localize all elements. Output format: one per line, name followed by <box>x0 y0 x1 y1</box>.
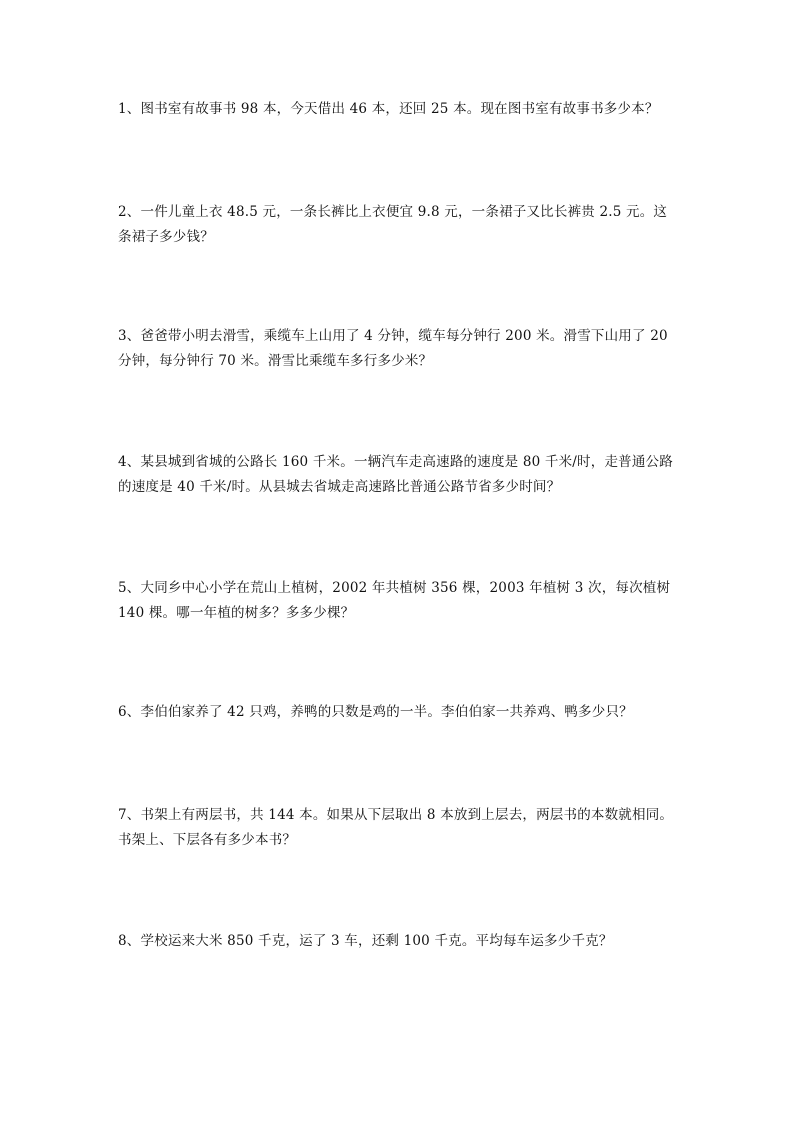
problem-2: 2、一件儿童上衣 48.5 元，一条长裤比上衣便宜 9.8 元，一条裙子又比长裤贵 2.5 元。这条裙子多少钱？ <box>118 204 668 245</box>
problem-3: 3、爸爸带小明去滑雪，乘缆车上山用了 4 分钟，缆车每分钟行 200 米。滑雪下山用了 20 分钟，每分钟行 70 米。滑雪比乘缆车多行多少米？ <box>118 328 668 369</box>
problem-7: 7、书架上有两层书，共 144 本。如果从下层取出 8 本放到上层去，两层书的本数就相同。书架上、下层各有多少本书？ <box>118 807 674 848</box>
problem-1: 1、图书室有故事书 98 本，今天借出 46 本，还回 25 本。现在图书室有故事书多少本？ <box>118 101 659 117</box>
problem-4: 4、某县城到省城的公路长 160 千米。一辆汽车走高速路的速度是 80 千米/时，走普通公路的速度是 40 千米/时。从县城去省城走高速路比普通公路节省多少时间？ <box>118 454 673 495</box>
problem-6: 6、李伯伯家养了 42 只鸡，养鸭的只数是鸡的一半。李伯伯家一共养鸡、鸭多少只？ <box>118 704 633 720</box>
problem-8: 8、学校运来大米 850 千克，运了 3 车，还剩 100 千克。平均每车运多少千克？ <box>118 933 613 949</box>
problem-5: 5、大同乡中心小学在荒山上植树，2002 年共植树 356 棵，2003 年植树 3 次，每次植树 140 棵。哪一年植的树多？多多少棵？ <box>118 580 671 621</box>
